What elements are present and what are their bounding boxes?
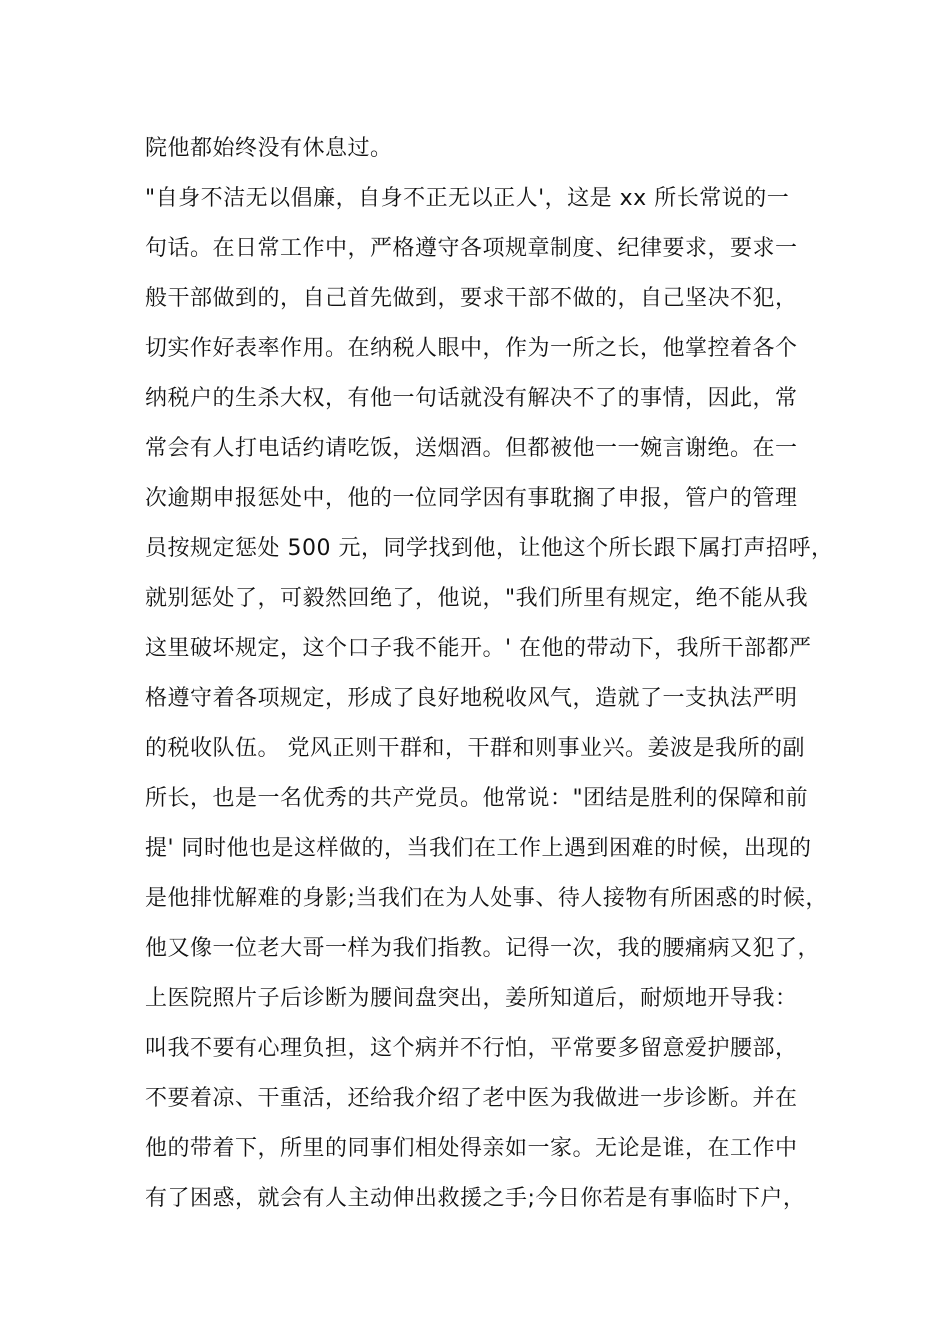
text-line: 句话。在日常工作中，严格遵守各项规章制度、纪律要求，要求一: [145, 236, 798, 261]
text-line: 格遵守着各项规定，形成了良好地税收风气，造就了一支执法严明: [145, 686, 798, 711]
text-line: 的税收队伍。 党风正则干群和，干群和则事业兴。姜波是我所的副: [145, 736, 805, 761]
text-line: 就别惩处了，可毅然回绝了，他说，"我们所里有规定，绝不能从我: [145, 586, 809, 611]
text-line: 般干部做到的，自己首先做到，要求干部不做的，自己坚决不犯，: [145, 286, 798, 311]
text-line: 叫我不要有心理负担，这个病并不行怕，平常要多留意爱护腰部，: [145, 1036, 798, 1061]
text-line: 有了困惑，就会有人主动伸出救援之手;今日你若是有事临时下户，: [145, 1186, 806, 1211]
text-line: 是他排忧解难的身影;当我们在为人处事、待人接物有所困惑的时候，: [145, 886, 828, 911]
text-line: 不要着凉、干重活，还给我介绍了老中医为我做进一步诊断。并在: [145, 1086, 798, 1111]
text-line: 他又像一位老大哥一样为我们指教。记得一次，我的腰痛病又犯了，: [145, 936, 821, 961]
text-line: 纳税户的生杀大权，有他一句话就没有解决不了的事情，因此，常: [145, 386, 798, 411]
text-line: 提' 同时他也是这样做的，当我们在工作上遇到困难的时候，出现的: [145, 836, 812, 861]
text-line: 上医院照片子后诊断为腰间盘突出，姜所知道后，耐烦地开导我：: [145, 986, 798, 1011]
text-line: 次逾期申报惩处中，他的一位同学因有事耽搁了申报，管户的管理: [145, 486, 798, 511]
text-line: 这里破坏规定，这个口子我不能开。' 在他的带动下，我所干部都严: [145, 636, 812, 661]
text-line: 切实作好表率作用。在纳税人眼中，作为一所之长，他掌控着各个: [145, 336, 798, 361]
text-line: 院他都始终没有休息过。: [145, 136, 393, 161]
text-line: "自身不洁无以倡廉，自身不正无以正人'，这是 xx 所长常说的一: [145, 186, 790, 211]
text-line: 员按规定惩处 500 元，同学找到他，让他这个所长跟下属打声招呼，: [145, 536, 834, 561]
text-line: 所长，也是一名优秀的共产党员。他常说："团结是胜利的保障和前: [145, 786, 809, 811]
document-body: [145, 131, 834, 1231]
text-line: 他的带着下，所里的同事们相处得亲如一家。无论是谁，在工作中: [145, 1136, 798, 1161]
text-line: 常会有人打电话约请吃饭，送烟酒。但都被他一一婉言谢绝。在一: [145, 436, 798, 461]
